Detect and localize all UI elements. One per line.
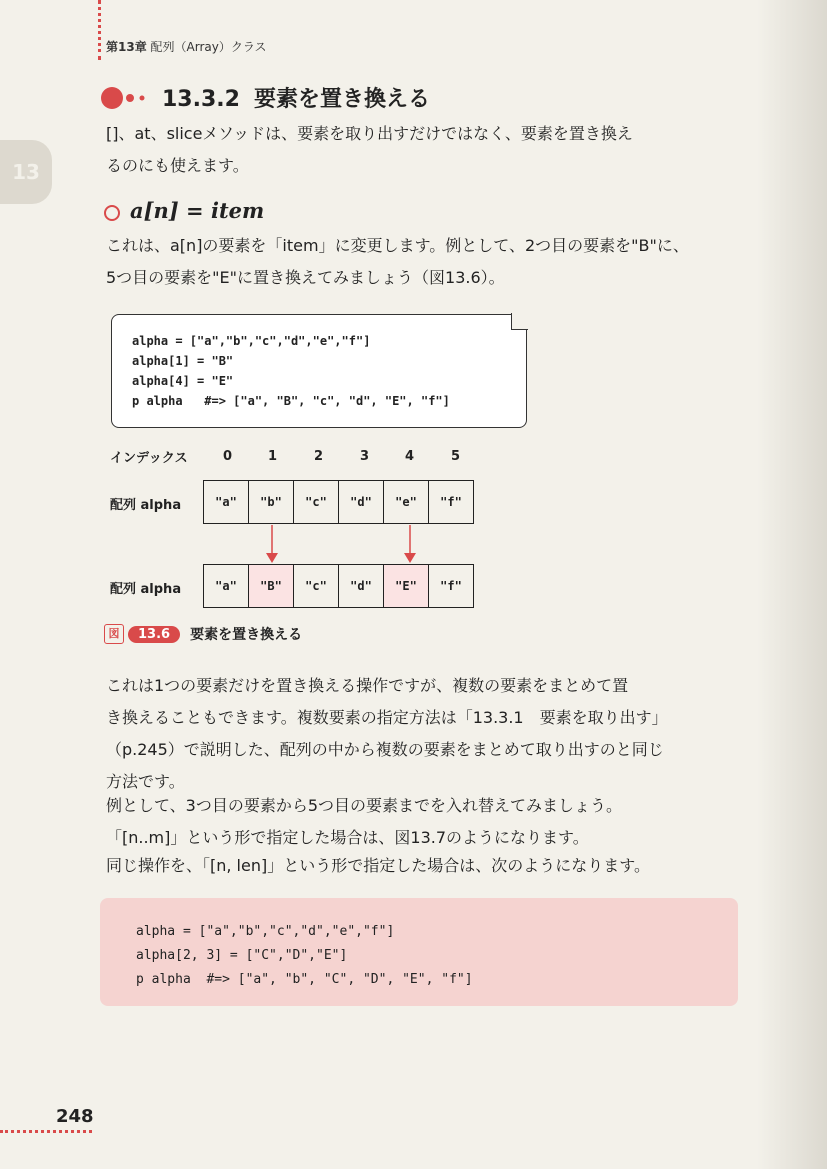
- paragraph-2: [106, 670, 736, 798]
- index-number: 1: [268, 449, 278, 464]
- text-line: 例として、3つ目の要素から5つ目の要素までを入れ替えてみましょう。: [106, 796, 623, 815]
- dogear-corner: [511, 313, 528, 330]
- chapter-number: 第13章: [106, 40, 147, 54]
- array-label-before: 配列 alpha: [110, 498, 182, 513]
- index-number: 3: [360, 449, 370, 464]
- code-line: alpha[1] = "B": [132, 354, 234, 368]
- array-cell: "f": [440, 579, 462, 593]
- text-line: []、at、sliceメソッドは、要素を取り出すだけではなく、要素を置き換え: [106, 124, 633, 143]
- figure-icon: 図: [104, 624, 124, 644]
- code-line: p alpha #=> ["a", "B", "c", "d", "E", "f"]: [132, 394, 450, 408]
- page-number: 248: [56, 1106, 94, 1127]
- index-number: 0: [223, 449, 233, 464]
- running-header: [106, 38, 267, 55]
- text-line: これは1つの要素だけを置き換える操作ですが、複数の要素をまとめて置: [106, 676, 629, 695]
- replace-arrow-icon: [400, 525, 420, 565]
- array-label-after: 配列 alpha: [110, 582, 182, 597]
- paragraph-1: [106, 230, 736, 294]
- array-cell: "E": [384, 565, 429, 607]
- subsection-text: a[n] = item: [130, 198, 265, 223]
- chapter-tab: 13: [0, 140, 52, 204]
- text-line: 5つ目の要素を"E"に置き換えてみましょう（図13.6）。: [106, 268, 505, 287]
- chapter-title: 配列（Array）クラス: [150, 40, 267, 54]
- array-cell: "c": [294, 565, 339, 607]
- section-heading: 要素を置き換える: [253, 87, 430, 112]
- text-line: き換えることもできます。複数要素の指定方法は「13.3.1 要素を取り出す」: [106, 708, 668, 727]
- replace-arrow-icon: [262, 525, 282, 565]
- code-line: alpha[4] = "E": [132, 374, 234, 388]
- circle-bullet-icon: [104, 205, 120, 221]
- figure-caption: [104, 624, 302, 644]
- array-cell: "d": [339, 565, 384, 607]
- text-line: これは、a[n]の要素を「item」に変更します。例として、2つ目の要素を"B"に、: [106, 236, 689, 255]
- index-label: インデックス: [110, 451, 188, 466]
- top-dotted-line: [98, 0, 101, 60]
- caption-text: 要素を置き換える: [190, 627, 303, 643]
- array-cell: "e": [384, 481, 429, 523]
- array-cell: "a": [204, 565, 249, 607]
- code-line: alpha = ["a","b","c","d","e","f"]: [132, 334, 371, 348]
- paragraph-4: [106, 850, 736, 882]
- section-bullet-icon: [100, 86, 156, 110]
- page-shadow: [757, 0, 827, 1169]
- code-line: alpha[2, 3] = ["C","D","E"]: [136, 948, 348, 963]
- subsection-heading: [104, 198, 264, 223]
- text-line: （p.245）で説明した、配列の中から複数の要素をまとめて取り出すのと同じ: [106, 740, 664, 759]
- array-cell: "a": [204, 481, 249, 523]
- code-line: alpha = ["a","b","c","d","e","f"]: [136, 924, 395, 939]
- index-number: 4: [405, 449, 415, 464]
- index-number: 5: [451, 449, 461, 464]
- text-line: 方法です。: [106, 772, 185, 791]
- code-line: p alpha #=> ["a", "b", "C", "D", "E", "f"]: [136, 972, 473, 987]
- array-before: [203, 480, 474, 524]
- section-title: [162, 82, 430, 113]
- array-cell: "B": [249, 565, 294, 607]
- code-sample-2: [100, 898, 738, 1006]
- bottom-dotted-line: [0, 1130, 92, 1133]
- text-line: るのにも使えます。: [106, 156, 249, 175]
- array-after: [203, 564, 474, 608]
- array-cell: "d": [339, 481, 384, 523]
- paragraph-3: [106, 790, 736, 854]
- intro-paragraph: [106, 118, 736, 182]
- section-number: 13.3.2: [162, 87, 240, 112]
- array-cell: "f": [440, 495, 462, 509]
- index-number: 2: [314, 449, 324, 464]
- figure-number: 13.6: [128, 626, 180, 643]
- array-cell: "b": [249, 481, 294, 523]
- array-cell: "c": [294, 481, 339, 523]
- text-line: 「[n..m]」という形で指定した場合は、図13.7のようになります。: [106, 828, 589, 847]
- code-sample-1: [111, 314, 527, 428]
- text-line: 同じ操作を、「[n, len]」という形で指定した場合は、次のようになります。: [106, 856, 650, 875]
